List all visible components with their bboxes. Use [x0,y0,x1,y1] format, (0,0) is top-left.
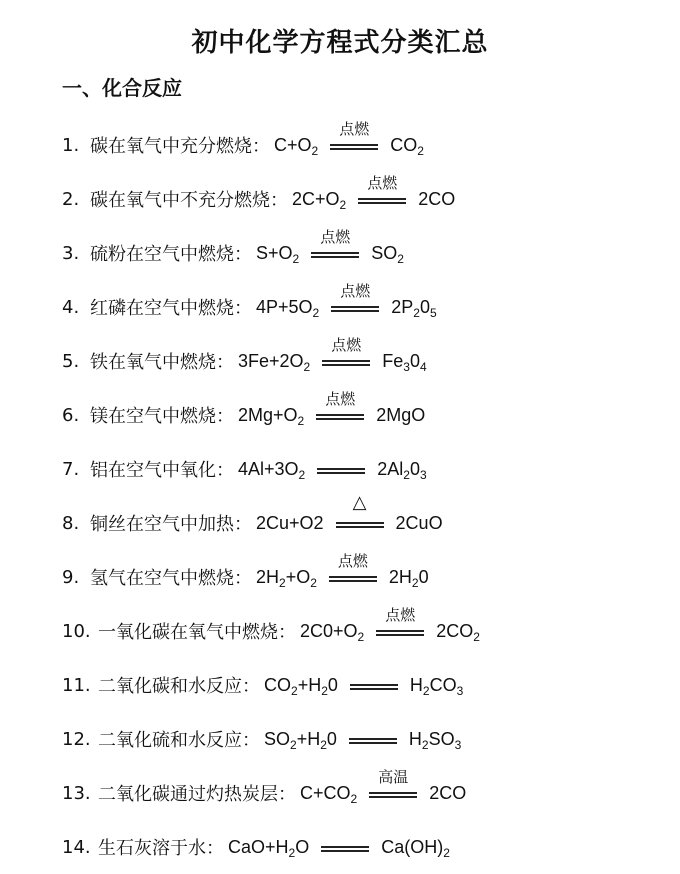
subscript: 2 [312,305,320,320]
equation-number: 9. [62,566,80,588]
products [429,783,466,804]
subscript: 2 [417,143,424,158]
equation-number: 3. [62,242,80,264]
subscript: 3 [419,467,427,482]
formula-text: S+O [256,242,293,263]
products [382,351,426,372]
formula-text: 2Cu+O2 [256,512,324,533]
subscript: 3 [403,359,410,374]
equation-description: 二氧化硫和水反应： [98,730,260,751]
reactants [264,675,338,696]
equation-row [62,118,662,172]
subscript: 2 [357,629,365,644]
formula-text: CO [429,674,457,695]
formula-text: 2CO [436,620,474,641]
formula-text: H [409,674,423,695]
equation-number: 5. [62,350,80,372]
formula-text: 2H [388,566,412,587]
formula-text: O [295,836,310,857]
subscript: 2 [413,305,420,320]
reactants [228,837,309,858]
equals-bar [330,144,378,146]
reactants [264,729,337,750]
subscript: 3 [454,737,462,752]
equals-bar [329,580,377,582]
equation-description: 二氧化碳和水反应： [98,676,260,697]
equals-bar [316,418,364,420]
products [418,189,455,210]
subscript: 2 [290,737,297,752]
equals-bar [358,198,406,200]
equals-bar [376,630,424,632]
reaction-sign [349,730,397,748]
reaction-sign [358,174,406,208]
equation-number: 2. [62,188,80,210]
equals-bar [311,252,359,254]
page-title: 初中化学方程式分类汇总 [191,28,489,58]
reactants [256,567,317,588]
formula-text: 0 [418,566,429,587]
equation-description: 生石灰溶于水： [98,838,224,859]
subscript: 2 [421,737,429,752]
reactants [292,189,346,210]
formula-text: 2P [391,296,414,317]
formula-text: 0 [327,674,338,695]
subscript: 2 [422,683,430,698]
equals-bar [350,684,398,686]
subscript: 2 [297,413,305,428]
formula-text: SO [371,242,398,263]
equation-description: 红磷在空气中燃烧： [90,298,252,319]
formula-text: 4P+5O [256,296,313,317]
equation-description: 铜丝在空气中加热： [90,514,252,535]
subscript: 5 [429,305,437,320]
formula-text: H [408,728,422,749]
products [377,459,426,480]
reaction-sign [336,492,384,532]
formula-text: C+CO [300,782,351,803]
products [410,675,463,696]
reaction-sign [322,336,370,370]
equals-bar [321,846,369,848]
reaction-condition: 高温 [378,768,409,786]
section-heading: 一、化合反应 [62,76,182,100]
equation-description: 碳在氧气中不充分燃烧： [90,190,288,211]
reaction-condition: 点燃 [325,390,356,408]
equation-row [62,550,662,604]
reaction-condition: 点燃 [367,174,398,192]
subscript: 2 [473,629,480,644]
subscript: 2 [288,845,296,860]
subscript: 2 [298,467,306,482]
reaction-condition: 点燃 [331,336,362,354]
formula-text: CO [390,134,418,155]
equals-bar [317,468,365,470]
subscript: 2 [397,251,404,266]
products [371,243,404,264]
subscript: 2 [311,143,319,158]
equation-row [62,658,662,712]
reaction-condition: 点燃 [339,120,370,138]
formula-text: 2Mg+O [238,404,298,425]
reactants [238,405,304,426]
equation-description: 铁在氧气中燃烧： [90,352,234,373]
equation-number: 12. [62,728,91,750]
equals-bar [330,148,378,150]
equation-description: 碳在氧气中充分燃烧： [90,136,270,157]
equation-number: 11. [62,674,91,696]
formula-text: +H [297,674,322,695]
formula-text: 2CO [418,188,456,209]
formula-text: 4Al+3O [238,458,299,479]
equals-bar [331,310,379,312]
equals-bar [317,472,365,474]
reactants [238,459,305,480]
formula-text: 2CO [429,782,467,803]
subscript: 4 [419,359,427,374]
equation-row [62,604,662,658]
equation-number: 10. [62,620,91,642]
subscript: 2 [279,575,286,590]
equals-bar [369,792,417,794]
products [381,837,450,858]
reactants [256,513,324,534]
equation-list [62,118,662,874]
equation-number: 4. [62,296,80,318]
formula-text: 2MgO [376,404,426,425]
formula-text: Ca(OH) [381,836,444,857]
reaction-sign [317,460,365,478]
equals-bar [311,256,359,258]
equals-bar [349,738,397,740]
reactants [300,621,364,642]
equals-bar [331,306,379,308]
products [389,567,429,588]
equation-row [62,388,662,442]
equation-row [62,766,662,820]
formula-text: 2CuO [395,512,443,533]
subscript: 3 [456,683,464,698]
equals-bar [322,360,370,362]
formula-text: 0 [419,296,430,317]
equals-bar [336,522,384,524]
reactants [300,783,357,804]
equation-number: 7. [62,458,80,480]
equation-row [62,334,662,388]
equation-row [62,442,662,496]
equation-row [62,226,662,280]
formula-text: SO [428,728,455,749]
products [376,405,425,426]
formula-text: 0 [326,728,337,749]
equation-row [62,172,662,226]
reaction-condition: △ [352,492,367,513]
reaction-sign [330,120,378,154]
formula-text: C+O [274,134,312,155]
reactants [238,351,310,372]
equals-bar [349,742,397,744]
formula-text: +O [285,566,311,587]
subscript: 2 [403,467,410,482]
formula-text: +H [296,728,321,749]
reaction-sign [316,390,364,424]
reaction-condition: 点燃 [337,552,368,570]
formula-text: CO [264,674,291,695]
equation-row [62,712,662,766]
subscript: 2 [310,575,317,590]
equation-row [62,492,662,550]
equation-number: 1. [62,134,80,156]
subscript: 2 [292,251,300,266]
reactants [256,297,319,318]
reaction-condition: 点燃 [385,606,416,624]
equals-bar [322,364,370,366]
formula-text: 0 [409,458,420,479]
equals-bar [358,202,406,204]
products [436,621,480,642]
equation-description: 铝在空气中氧化： [90,460,234,481]
subscript: 2 [411,575,419,590]
reaction-sign [369,768,417,802]
reaction-sign [321,838,369,856]
formula-text: 0 [409,350,420,371]
subscript: 2 [443,845,450,860]
products [409,729,461,750]
reaction-condition: 点燃 [340,282,371,300]
equals-bar [369,796,417,798]
formula-text: 2C+O [292,188,340,209]
equation-row [62,820,662,874]
formula-text: 2C0+O [300,620,358,641]
equation-row [62,280,662,334]
subscript: 2 [350,791,358,806]
products [396,513,443,534]
subscript: 2 [339,197,347,212]
equation-description: 镁在空气中燃烧： [90,406,234,427]
reaction-sign [329,552,377,586]
reaction-condition: 点燃 [320,228,351,246]
equals-bar [316,414,364,416]
equation-number: 14. [62,836,91,858]
equation-description: 氢气在空气中燃烧： [90,568,252,589]
equation-number: 13. [62,782,91,804]
equals-bar [336,526,384,528]
subscript: 2 [303,359,311,374]
products [390,135,424,156]
equation-number: 6. [62,404,80,426]
subscript: 2 [291,683,298,698]
subscript: 2 [320,737,327,752]
formula-text: 3Fe+2O [238,350,304,371]
equation-description: 二氧化碳通过灼热炭层： [98,784,296,805]
formula-text: CaO+H [228,836,289,857]
reaction-sign [350,676,398,694]
formula-text: 2Al [377,458,404,479]
reaction-sign [331,282,379,316]
equals-bar [350,688,398,690]
formula-text: SO [264,728,291,749]
equation-number: 8. [62,512,80,534]
products [391,297,436,318]
equals-bar [321,850,369,852]
reaction-sign [376,606,424,640]
equals-bar [329,576,377,578]
formula-text: Fe [382,350,404,371]
formula-text: 2H [256,566,280,587]
equals-bar [376,634,424,636]
reaction-sign [311,228,359,262]
equation-description: 一氧化碳在氧气中燃烧： [98,622,296,643]
subscript: 2 [321,683,328,698]
reactants [274,135,318,156]
reactants [256,243,299,264]
equation-description: 硫粉在空气中燃烧： [90,244,252,265]
